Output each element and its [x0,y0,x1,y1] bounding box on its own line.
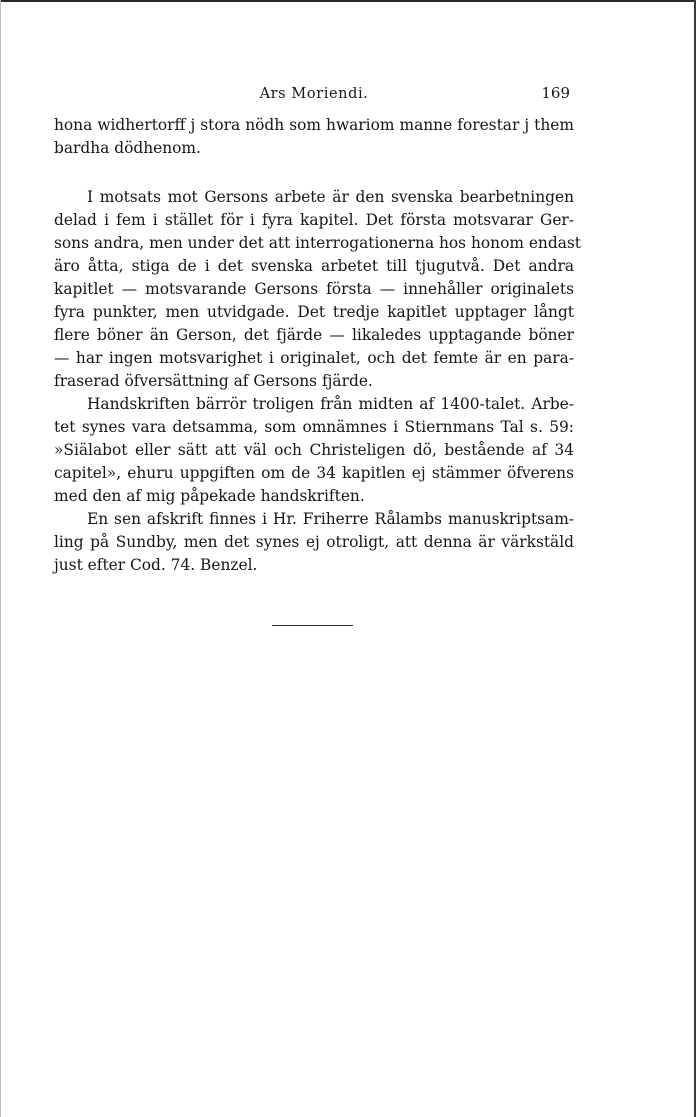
text-line: kapitlet — motsvarande Gersons första — innehåller originalets [54,280,574,298]
text-line: äro åtta, stiga de i det svenska arbetet till tjugutvå. Det andra [54,257,574,275]
text-line: Handskriften bärrör troligen från midten af 1400-talet. Arbe- [87,395,574,413]
text-line: med den af mig påpekade handskriften. [54,487,365,505]
text-line: fyra punkter, men utvidgade. Det tredje kapitlet upptager långt [54,303,574,321]
paragraph-manuscript-date [54,393,574,508]
text-line: — har ingen motsvarighet i originalet, och det femte är en para- [54,349,574,367]
text-line: fraserad öfversättning af Gersons fjärde. [54,372,373,390]
text-line: I motsats mot Gersons arbete är den svenska bearbetningen [87,188,574,206]
text-line: bardha dödhenom. [54,139,201,157]
scan-edge-top [0,0,696,2]
text-line: hona widhertorff j stora nödh som hwariom manne forestar j them [54,116,574,134]
scan-edge-left [0,0,1,1117]
text-line: tet synes vara detsamma, som omnämnes i Stiernmans Tal s. 59: [54,418,574,436]
text-line: delad i fem i stället för i fyra kapitel. Det första motsvarar Ger- [54,211,574,229]
running-head [54,86,574,108]
text-line: En sen afskrift finnes i Hr. Friherre Rålambs manuskriptsam- [87,510,574,528]
text-line: ling på Sundby, men det synes ej otroligt, att denna är värkstäld [54,533,574,551]
body-text [54,114,581,577]
quote-continuation [54,114,574,160]
running-title: Ars Moriendi. [259,86,369,102]
text-line: just efter Cod. 74. Benzel. [54,556,258,574]
paragraph-gap [54,160,574,186]
section-divider-rule [272,625,353,626]
paragraph-late-copy [54,508,574,577]
text-line: »Siälabot eller sätt att väl och Christeligen dö, bestående af 34 [54,441,574,459]
text-line: capitel», ehuru uppgiften om de 34 kapitlen ej stämmer öfverens [54,464,574,482]
text-line: sons andra, men under det att interrogationerna hos honom endast [54,234,581,252]
paragraph-structure [54,186,581,393]
page-number: 169 [541,84,570,102]
text-line: flere böner än Gerson, det fjärde — likaledes upptagande böner [54,326,574,344]
